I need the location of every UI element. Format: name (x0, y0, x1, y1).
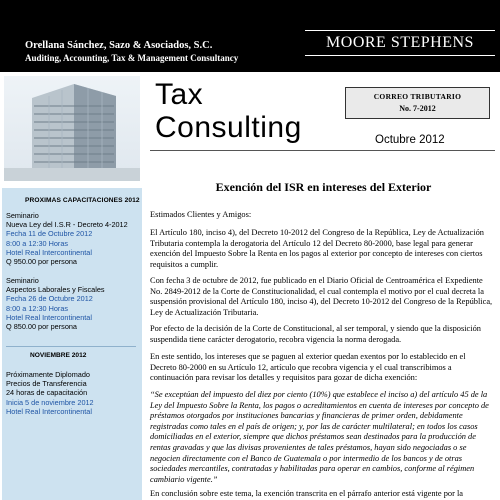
article-greeting: Estimados Clientes y Amigos: (150, 210, 252, 219)
article-paragraph-4: En este sentido, los intereses que se paguen al exterior quedan exentos por lo establecido en el Decreto 80-2000 en su Artículo 12, artículo que recobra vigencia y el cual transcribimos a continuación para revisar los detalles y requisitos para gozar de dicha exención: (150, 352, 466, 383)
sidebar-divider (6, 346, 136, 347)
seminar-2-title: Aspectos Laborales y Fiscales (6, 285, 105, 295)
masthead-title-tax: Tax (155, 78, 204, 111)
bulletin-number: No. 7-2012 (399, 104, 436, 113)
november-heading: NOVIEMBRE 2012 (30, 352, 87, 359)
seminar-1 (6, 211, 138, 266)
bulletin-label: CORREO TRIBUTARIO (373, 92, 462, 101)
seminar-1-venue: Hotel Real Intercontinental (6, 247, 92, 257)
seminar-2 (6, 276, 138, 331)
firm-name: Orellana Sánchez, Sazo & Asociados, S.C. (25, 40, 213, 51)
trainings-heading: PROXIMAS CAPACITACIONES 2012 (25, 197, 140, 204)
article-title: Exención del ISR en intereses del Exterior (215, 180, 432, 194)
issue-date: Octubre 2012 (375, 134, 445, 146)
seminar-2-date: Fecha 26 de Octubre 2012 (6, 294, 93, 304)
header-bar (0, 0, 500, 72)
seminar-1-title: Nueva Ley del I.S.R - Decreto 4-2012 (6, 220, 128, 230)
article-quote: “Se exceptúan del impuesto del diez por ciento (10%) que establece el inciso a) del artículo 45 de la Ley del Impuesto Sobre la Renta, los pagos o acreditamientos en cuenta de intereses por concepto de préstamos otorgados por instituciones bancarias y financieras de primer orden, debidamente registradas como tales en el país de origen; y, por las de carácter multilateral; en todos los casos domiciliadas en el exterior, siempre que dichos préstamos sean destinados para la producción de rentas gravadas y que las divisas provenientes de tales préstamos, hayan sido negociadas o se negocien directamente con el Banco de Guatemala o por intermedio de los bancos y de otras sociedades mercantiles, contratadas y habilitadas para operar en cambios, conforme al régimen cambiario vigente.” (150, 390, 489, 484)
network-logo: MOORE STEPHENS (305, 30, 495, 56)
article-paragraph-1: El Artículo 180, inciso 4), del Decreto 10-2012 del Congreso de la República, Ley de Actualización Tributaria contempla la derogatoria del Artículo 12 del Decreto 80-2000, base legal para generar exención del Impuesto Sobre la Renta en los pagos al exterior por concepto de intereses con ciertos requisitos a cumplir. (150, 228, 484, 269)
seminar-2-venue: Hotel Real Intercontinental (6, 312, 92, 322)
article-paragraph-5: En conclusión sobre este tema, la exención transcrita en el párrafo anterior está vigente por la (150, 489, 463, 498)
diploma-line-1: Próximamente Diplomado (6, 370, 90, 379)
diploma-line-2: Precios de Transferencia (6, 379, 87, 389)
bulletin-badge (345, 87, 490, 119)
seminar-2-price: Q 850.00 por persona (6, 322, 77, 332)
masthead-title-consulting: Consulting (155, 111, 302, 144)
article-paragraph-3: Por efecto de la decisión de la Corte de Constitucional, al ser temporal, y siendo que la disposición suspendida tiene carácter derogatorio, recobra vigencia la norma derogada. (150, 324, 481, 344)
article-paragraph-2: Con fecha 3 de octubre de 2012, fue publicado en el Diario Oficial de Centroamérica el Expediente No. 2849-2012 de la Corte de Constitucionalidad, el cual contempla el motivo por el cual decreta la suspensión provisional del Artículo 180, inciso 4), del Decreto 10-2012 del Congreso de la República, Ley de Actualización Tributaria. (150, 276, 493, 317)
diploma-line-3: 24 horas de capacitación (6, 388, 88, 398)
diploma-line-4: Inicia 5 de noviembre 2012 (6, 397, 94, 407)
seminar-1-price: Q 950.00 por persona (6, 257, 77, 267)
diploma-line-5: Hotel Real Intercontinental (6, 406, 92, 416)
seminar-2-time: 8:00 a 12:30 Horas (6, 303, 69, 313)
seminar-2-type: Seminario (6, 276, 39, 285)
building-photo (4, 76, 140, 181)
seminar-1-time: 8:00 a 12:30 Horas (6, 238, 69, 248)
firm-tagline: Auditing, Accounting, Tax & Management Consultancy (25, 53, 239, 63)
seminar-1-type: Seminario (6, 211, 39, 220)
masthead-divider (150, 150, 495, 151)
seminar-1-date: Fecha 11 de Octubre 2012 (6, 229, 93, 239)
diploma-announcement (6, 370, 138, 416)
